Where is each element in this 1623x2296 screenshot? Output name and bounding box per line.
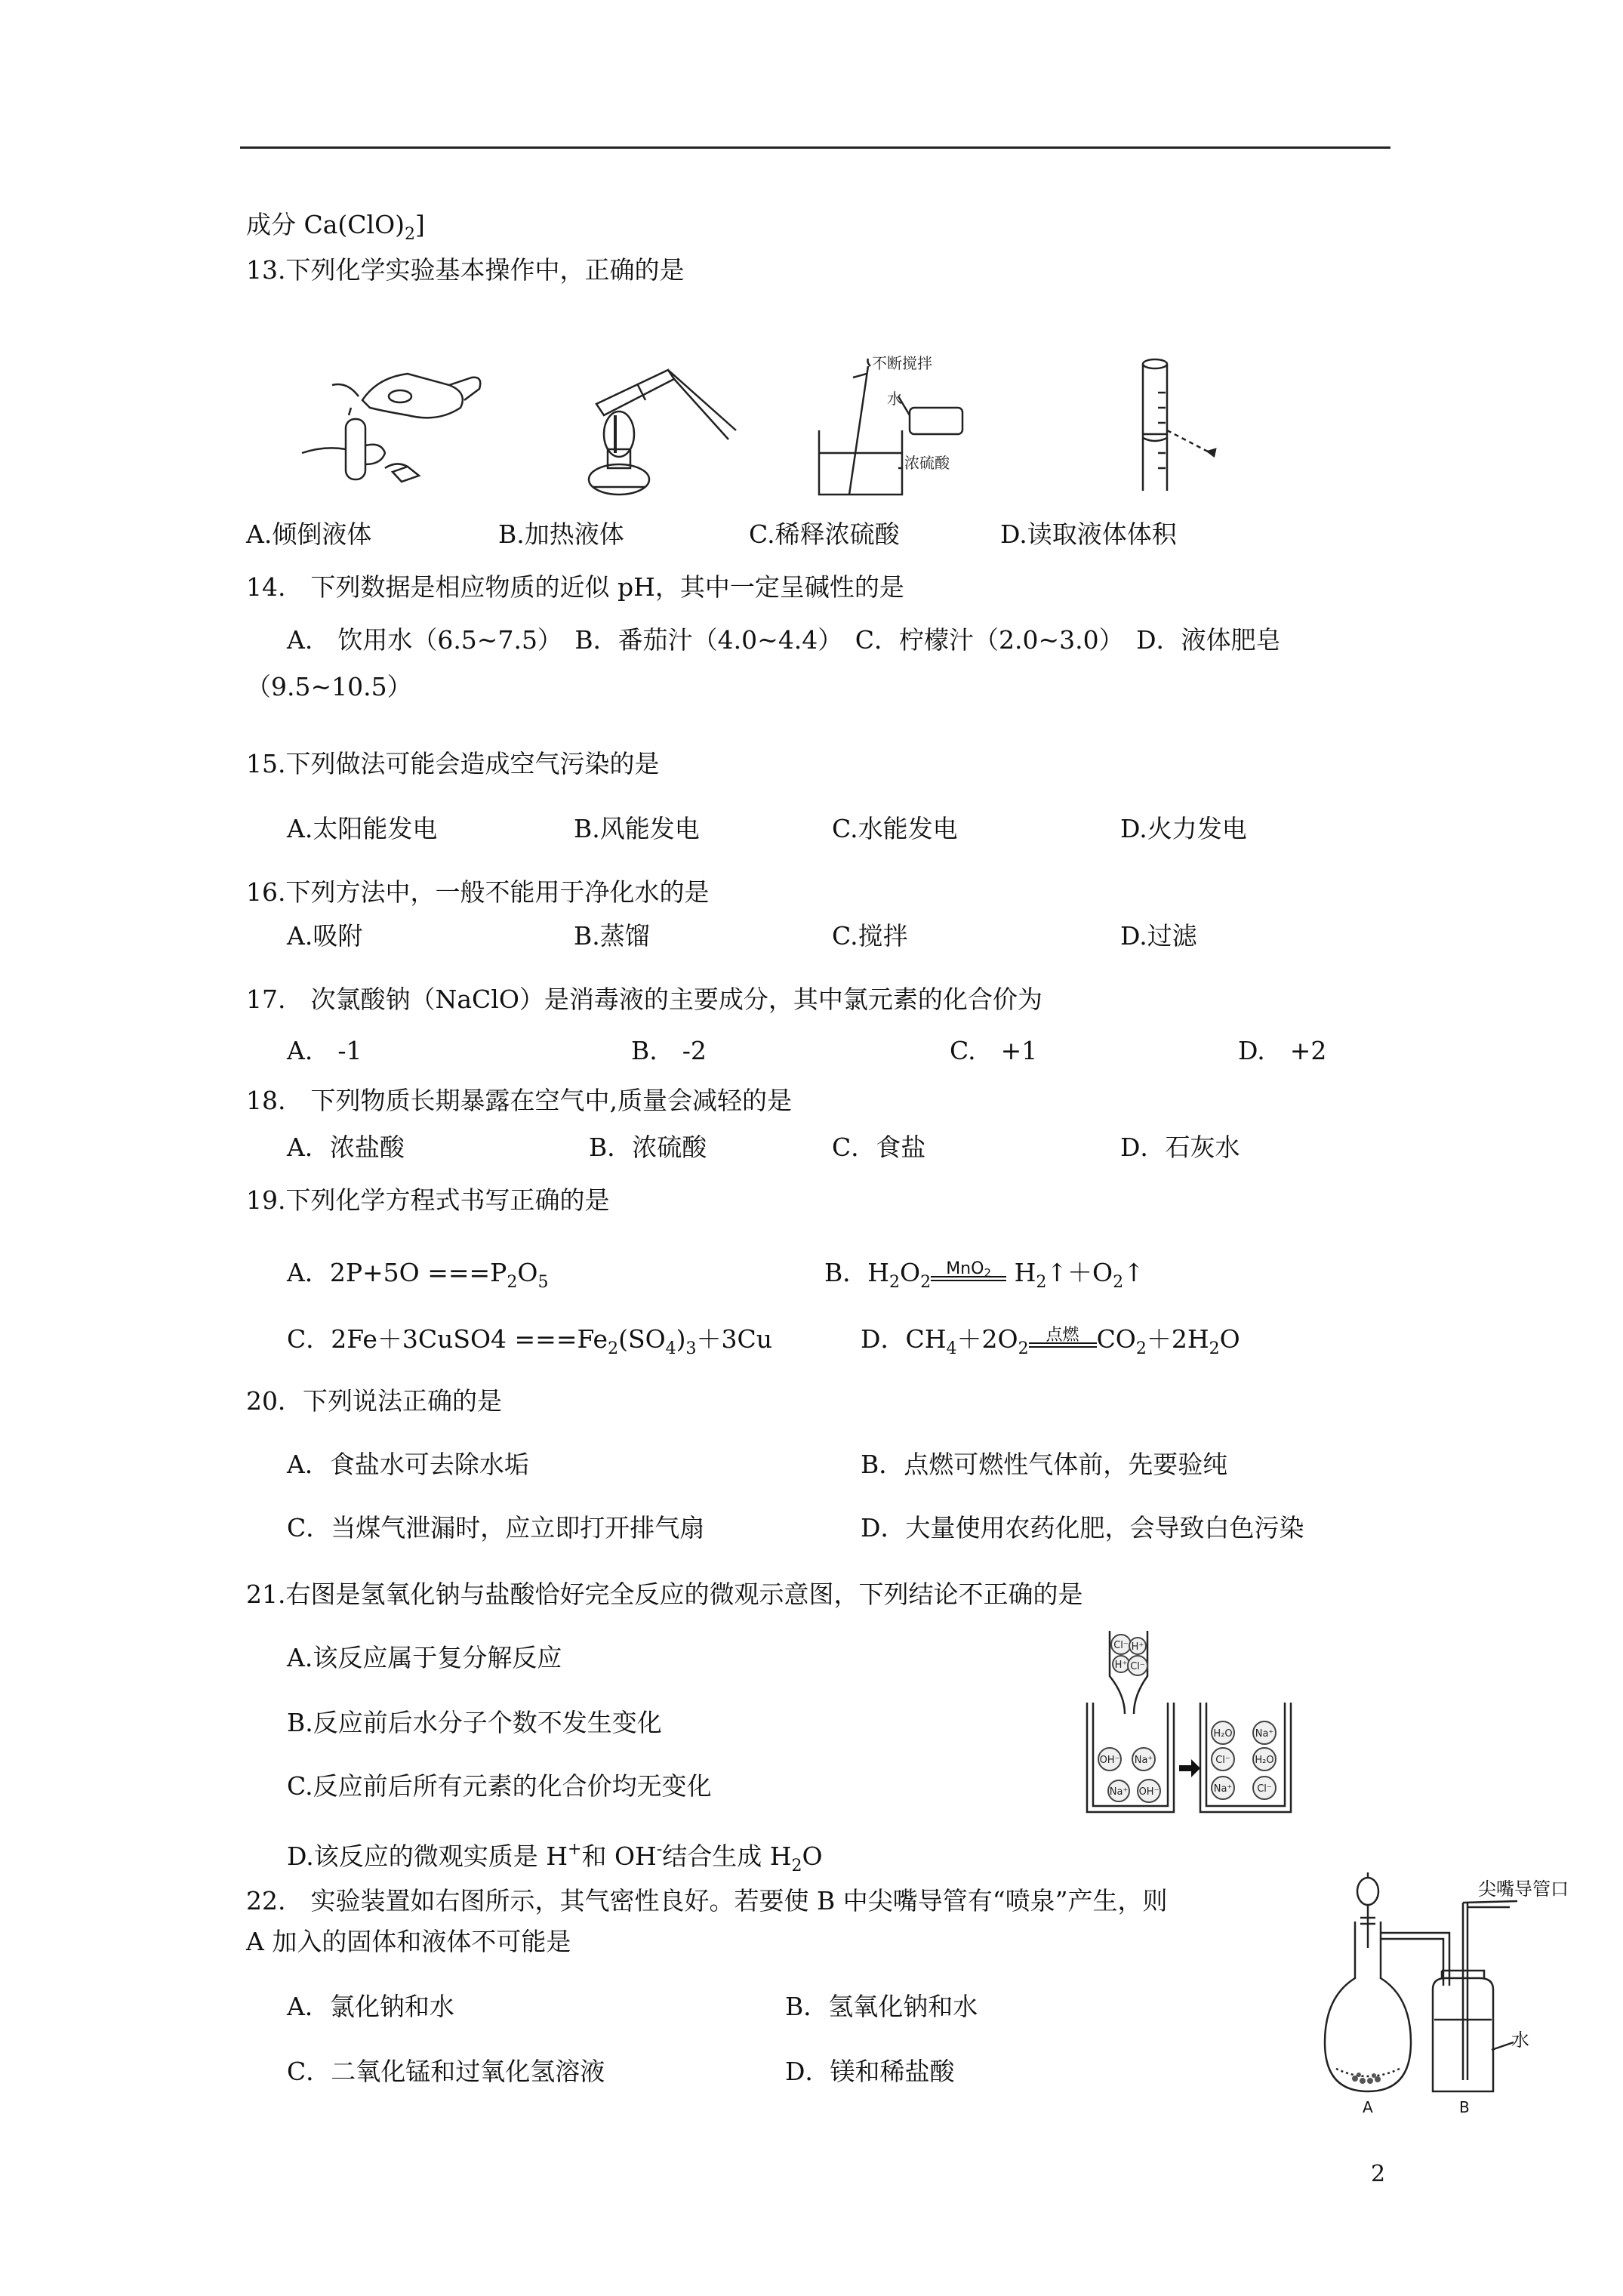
svg-text:OH⁻: OH⁻ [1138, 1786, 1160, 1798]
q21-stem: 21.右图是氢氧化钠与盐酸恰好完全反应的微观示意图，下列结论不正确的是 [246, 1579, 1083, 1609]
svg-text:Cl⁻: Cl⁻ [1113, 1640, 1129, 1651]
q20-option-a: A．食盐水可去除水垢 [287, 1450, 529, 1479]
q15-option-b: B.风能发电 [574, 814, 700, 843]
q21-option-c: C.反应前后所有元素的化合价均无变化 [287, 1771, 712, 1801]
q22-stem-line1: 22. 实验装置如右图所示，其气密性良好。若要使 B 中尖嘴导管有“喷泉”产生，则 [246, 1886, 1168, 1915]
svg-text:Na⁺: Na⁺ [1255, 1728, 1274, 1740]
q17-option-a: A. -1 [287, 1036, 362, 1065]
svg-text:Na⁺: Na⁺ [1134, 1755, 1153, 1766]
q20-option-b: B．点燃可燃性气体前，先要验纯 [861, 1450, 1228, 1479]
q19-option-b: B．$H_2O_2$ MnO2 $H_2↑+O_2↑$ [824, 1258, 1144, 1292]
svg-text:Cl⁻: Cl⁻ [1130, 1661, 1145, 1672]
svg-text:B: B [1459, 2098, 1470, 2116]
q17-option-b: B. -2 [631, 1036, 707, 1065]
svg-text:水: 水 [1511, 2029, 1529, 2051]
svg-text:Na⁺: Na⁺ [1213, 1783, 1233, 1795]
q15-option-d: D.火力发电 [1120, 814, 1247, 843]
q22-option-d: D．镁和稀盐酸 [785, 2057, 955, 2086]
q16-option-a: A.吸附 [287, 921, 363, 951]
header-rule [240, 146, 1390, 149]
q17-option-d: D. +2 [1238, 1036, 1327, 1065]
q13-figures [287, 355, 1268, 506]
q18-option-a: A．浓盐酸 [287, 1133, 405, 1162]
q20-stem: 20．下列说法正确的是 [246, 1386, 502, 1416]
svg-text:Na⁺: Na⁺ [1109, 1786, 1129, 1798]
q21-option-d: D.该反应的微观实质是 H+和 OH-结合生成 $H_2O$ [287, 1840, 823, 1875]
q13-option-c: C.稀释浓硫酸 [749, 519, 900, 549]
dilute-acid-figure [819, 354, 962, 495]
q15-option-a: A.太阳能发电 [287, 814, 438, 843]
pouring-liquid-figure [302, 374, 480, 482]
q19-option-c: C．2Fe＋3CuSO4 $===Fe_2(SO_4)_3+3Cu$ [287, 1324, 773, 1358]
page-number: 2 [1371, 2161, 1386, 2187]
q16-option-c: C.搅拌 [832, 921, 908, 951]
arrow-icon [1179, 1759, 1200, 1777]
q21-option-b: B.反应前后水分子个数不发生变化 [287, 1708, 662, 1737]
q22-option-a: A．氯化钠和水 [287, 1992, 454, 2021]
svg-text:H⁺: H⁺ [1131, 1641, 1144, 1653]
svg-text:H₂O: H₂O [1255, 1755, 1274, 1766]
q20-option-c: C．当煤气泄漏时，应立即打开排气扇 [287, 1513, 705, 1542]
svg-text:A: A [1363, 2098, 1373, 2116]
q19-option-d: D．$CH_4+2O_2$ 点燃 $CO_2+2H_2O$ [861, 1324, 1240, 1358]
q18-option-b: B．浓硫酸 [589, 1133, 707, 1162]
q17-stem: 17. 次氯酸钠（NaClO）是消毒液的主要成分，其中氯元素的化合价为 [246, 985, 1042, 1014]
q18-option-c: C．食盐 [832, 1133, 926, 1162]
q22-option-b: B．氢氧化钠和水 [785, 1992, 978, 2021]
fountain-apparatus-diagram [1321, 1865, 1569, 2116]
q18-option-d: D．石灰水 [1120, 1133, 1240, 1162]
svg-text:浓硫酸: 浓硫酸 [904, 454, 950, 472]
ignite-label: 点燃 [1046, 1326, 1079, 1345]
heating-liquid-figure [589, 370, 736, 495]
q16-option-b: B.蒸馏 [574, 921, 650, 951]
svg-text:Cl⁻: Cl⁻ [1215, 1755, 1230, 1766]
q22-stem-line2: A 加入的固体和液体不可能是 [246, 1927, 571, 1956]
q19-stem: 19.下列化学方程式书写正确的是 [246, 1185, 610, 1215]
q14-stem: 14. 下列数据是相应物质的近似 pH，其中一定呈碱性的是 [246, 572, 904, 602]
neutralization-diagram [1079, 1623, 1313, 1827]
catalyst-label: MnO2 [946, 1259, 991, 1280]
q21-option-a: A.该反应属于复分解反应 [287, 1643, 562, 1672]
q16-option-d: D.过滤 [1120, 921, 1197, 951]
svg-text:H⁺: H⁺ [1114, 1660, 1128, 1671]
q14-options-line2: （9.5~10.5） [246, 672, 412, 701]
read-volume-figure [1143, 359, 1215, 491]
q13-option-d: D.读取液体体积 [1000, 519, 1177, 549]
q20-option-d: D．大量使用农药化肥，会导致白色污染 [861, 1513, 1304, 1542]
q13-option-b: B.加热液体 [498, 519, 624, 549]
q15-stem: 15.下列做法可能会造成空气污染的是 [246, 749, 660, 778]
svg-text:OH⁻: OH⁻ [1099, 1755, 1120, 1766]
q17-option-c: C. +1 [950, 1036, 1038, 1065]
svg-text:尖嘴导管口: 尖嘴导管口 [1478, 1878, 1569, 1900]
q16-stem: 16.下列方法中，一般不能用于净化水的是 [246, 877, 710, 907]
q12-tail: 成分 $Ca(ClO)_2$] [246, 210, 425, 244]
q13-stem: 13.下列化学实验基本操作中，正确的是 [246, 255, 685, 285]
q14-options-line1: A. 饮用水（6.5~7.5） B．番茄汁（4.0~4.4） C．柠檬汁（2.0~3.0） D．液体肥皂 [287, 625, 1281, 655]
svg-text:水: 水 [887, 390, 902, 408]
q15-option-c: C.水能发电 [832, 814, 958, 843]
svg-text:H₂O: H₂O [1213, 1728, 1233, 1740]
svg-text:不断搅拌: 不断搅拌 [872, 354, 932, 372]
svg-text:Cl⁻: Cl⁻ [1257, 1783, 1272, 1795]
q18-stem: 18. 下列物质长期暴露在空气中,质量会减轻的是 [246, 1086, 792, 1115]
q22-option-c: C．二氧化锰和过氧化氢溶液 [287, 2057, 605, 2086]
q19-option-a: A．$2P+5O ===P_2O_5$ [287, 1258, 549, 1292]
q13-option-a: A.倾倒液体 [246, 519, 372, 549]
